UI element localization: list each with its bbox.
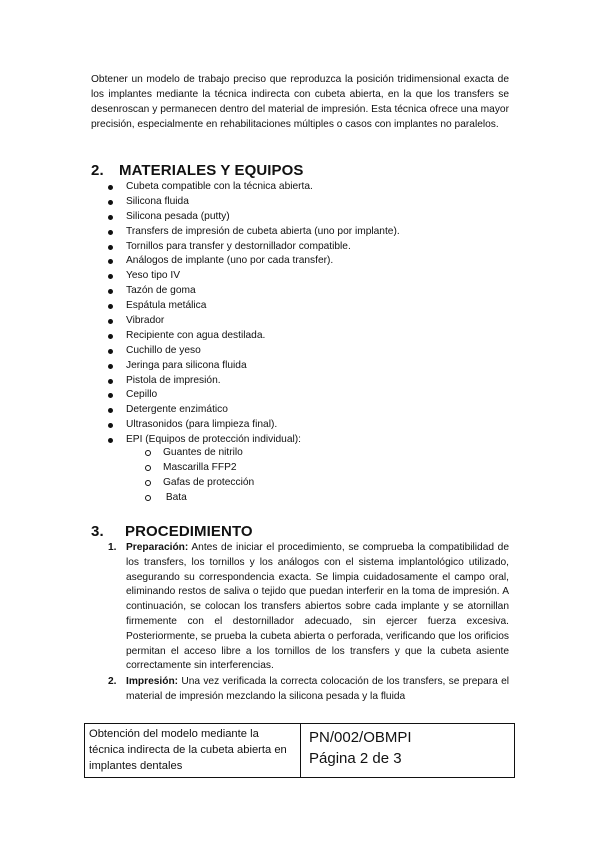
step-title: Preparación: [126,542,189,553]
list-item: Tornillos para transfer y destornillador compatible. [108,240,400,255]
document-code: PN/002/OBMPI [309,729,412,746]
page-number: Página 2 de 3 [309,750,402,767]
list-item: Silicona fluida [108,195,400,210]
list-item: Silicona pesada (putty) [108,210,400,225]
section-heading-procedimiento [91,523,253,540]
step-text: Antes de iniciar el procedimiento, se comprueba la compatibilidad de los transfers, los tornillos y los análogos con el sistema implantológico utilizado, asegurando su correspondencia exacta. Se limpia cuidadosamente el campo oral, eliminando restos de saliva o tejido que puedan interferir en la toma de impresión. A continuación, se colocan los transfers abiertos sobre cada implante y se atornillan firmemente con el destornillador adecuado, sin ejercer fuerza excesiva. Posteriormente, se prueba la cubeta abierta o perforada, verificando que los orificios permitan el acceso libre a los tornillos de los transfers y que la cubeta asiente correctamente sin interferencias. [126,542,509,672]
intro-paragraph: Obtener un modelo de trabajo preciso que reproduzca la posición tridimensional exacta de los implantes mediante la técnica indirecta con cubeta abierta, en la que los transfers se desenroscan y permanecen dentro del material de impresión. Esta técnica ofrece una mayor precisión, especialmente en rehabilitaciones múltiples o casos con implantes no paralelos. [91,74,509,130]
list-item: Ultrasonidos (para limpieza final). [108,418,400,433]
sublist-item: Mascarilla FFP2 [141,461,254,476]
section-number: 2. [91,162,104,179]
sublist-item: Gafas de protección [141,476,254,491]
list-item: Cuchillo de yeso [108,344,400,359]
list-item: Cubeta compatible con la técnica abierta. [108,180,400,195]
step-title: Impresión: [126,676,179,688]
step-number: 2. [108,676,117,688]
footer-meta [301,724,514,777]
footer-table [84,723,515,778]
section-heading-materiales [91,162,304,179]
list-item: Espátula metálica [108,299,400,314]
list-item: Tazón de goma [108,284,400,299]
list-item: Yeso tipo IV [108,269,400,284]
list-item: Jeringa para silicona fluida [108,359,400,374]
sublist-item: Bata [141,491,254,506]
list-item: Transfers de impresión de cubeta abierta (uno por implante). [108,225,400,240]
step-text: Una vez verificada la correcta colocación de los transfers, se prepara el material de impresión mezclando la silicona pesada y la fluida [126,676,509,702]
step-number: 1. [108,542,117,553]
procedure-steps [108,541,509,705]
list-item: Detergente enzimático [108,403,400,418]
list-item: Pistola de impresión. [108,374,400,389]
list-item: Recipiente con agua destilada. [108,329,400,344]
section-title: MATERIALES Y EQUIPOS [119,162,304,179]
sublist-item: Guantes de nitrilo [141,446,254,461]
section-number: 3. [91,523,104,540]
list-item: Vibrador [108,314,400,329]
procedure-step [108,541,509,674]
epi-sublist [141,446,254,506]
footer-doc-title: Obtención del modelo mediante la técnica indirecta de la cubeta abierta en implantes dentales [85,724,301,777]
procedure-step [108,675,509,705]
list-item: EPI (Equipos de protección individual): [108,433,400,448]
section-title: PROCEDIMIENTO [125,523,253,540]
materials-list [108,180,400,448]
list-item: Cepillo [108,388,400,403]
list-item: Análogos de implante (uno por cada transfer). [108,254,400,269]
